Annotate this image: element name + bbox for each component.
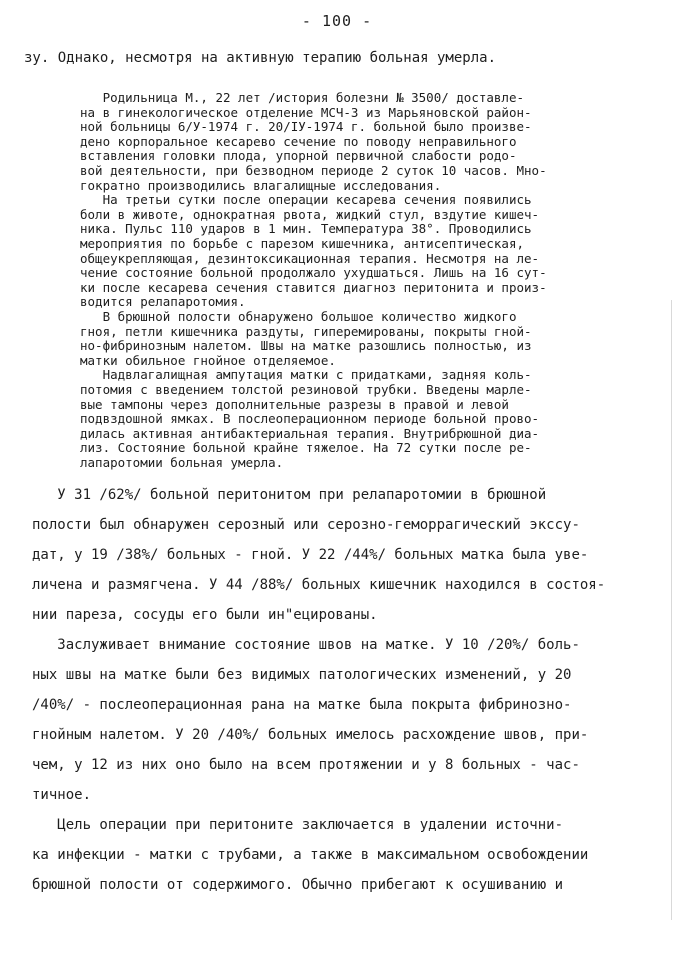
- case_report-line: ки после кесарева сечения ставится диагноз перитонита и произ-: [80, 279, 547, 295]
- body_text-line: брюшной полости от содержимого. Обычно прибегают к осушиванию и: [32, 877, 564, 893]
- case_report-line: ной больницы 6/У-1974 г. 20/IУ-1974 г. больной было произве-: [80, 119, 532, 135]
- continuation-line: зу. Однако, несмотря на активную терапию больная умерла.: [24, 50, 497, 66]
- case_report-line: Родильница М., 22 лет /история болезни № 3500/ доставле-: [80, 90, 525, 105]
- body_text-line: Заслуживает внимание состояние швов на матке. У 10 /20%/ боль-: [32, 637, 580, 653]
- body_text-line: гнойным налетом. У 20 /40%/ больных имелось расхождение швов, при-: [32, 727, 589, 743]
- case_report-line: водится релапаротомия.: [80, 294, 246, 310]
- body_text-line: ных швы на матке были без видимых патологических изменений, у 20: [32, 667, 572, 683]
- case_report-line: гократно производились влагалищные исследования.: [80, 177, 442, 193]
- case_report-line: общеукрепляющая, дезинтоксикационная терапия. Несмотря на ле-: [80, 250, 540, 266]
- body_text-line: дат, у 19 /38%/ больных - гной. У 22 /44%/ больных матка была уве-: [32, 547, 589, 563]
- case_report-line: матки обильное гнойное отделяемое.: [80, 352, 336, 368]
- case_report-line: лиз. Состояние больной крайне тяжелое. На 72 сутки после ре-: [80, 440, 532, 456]
- case_report-line: В брюшной полости обнаружено большое количество жидкого: [80, 309, 517, 324]
- body_text-line: ка инфекции - матки с трубами, а также в максимальном освобождении: [32, 847, 589, 863]
- body_text-line: Цель операции при перитоните заключается в удалении источни-: [32, 817, 564, 833]
- case_report-line: мероприятия по борьбе с парезом кишечника, антисептическая,: [80, 236, 525, 251]
- case_report-line: вой деятельности, при безводном периоде 2 суток 10 часов. Мно-: [80, 163, 547, 178]
- case_report-line: вставления головки плода, упорной первичной слабости родо-: [80, 148, 517, 164]
- case_report-line: гноя, петли кишечника раздуты, гиперемированы, покрыты гной-: [80, 323, 532, 339]
- body_text-line: /40%/ - послеоперационная рана на матке была покрыта фибринозно-: [32, 697, 572, 713]
- body_text-line: чем, у 12 из них оно было на всем протяжении и у 8 больных - час-: [32, 757, 580, 773]
- page-edge-shadow: [671, 300, 672, 920]
- case_report-line: потомия с введением толстой резиновой трубки. Введены марле-: [80, 382, 532, 397]
- body_text-line: тичное.: [32, 787, 92, 803]
- page-number: - 100 -: [301, 12, 373, 30]
- case_report-line: дилась активная антибактериальная терапия. Внутрибрюшной диа-: [80, 425, 540, 441]
- body_text-line: У 31 /62%/ больной перитонитом при релапаротомии в брюшной: [32, 487, 547, 503]
- case_report-line: лапаротомии больная умерла.: [80, 455, 284, 470]
- case_report-line: ника. Пульс 110 ударов в 1 мин. Температура 38°. Проводились: [80, 221, 532, 237]
- case_report-line: Надвлагалищная ампутация матки с придатками, задняя коль-: [80, 367, 532, 383]
- case_report-line: на в гинекологическое отделение МСЧ-3 из Марьяновской район-: [80, 104, 532, 120]
- body_text-line: личена и размягчена. У 44 /88%/ больных кишечник находился в состоя-: [32, 577, 606, 593]
- case_report-line: но-фибринозным налетом. Швы на матке разошлись полностью, из: [80, 338, 532, 354]
- case_report-line: дено корпоральное кесарево сечение по поводу неправильного: [80, 133, 517, 149]
- case_report-line: подвздошной ямках. В послеоперационном периоде больной прово-: [80, 411, 540, 427]
- body_text-line: нии пареза, сосуды его были ин"ецированы.: [32, 607, 378, 623]
- case_report-line: чение состояние больной продолжало ухудшаться. Лишь на 16 сут-: [80, 265, 547, 281]
- case_report-line: вые тампоны через дополнительные разрезы в правой и левой: [80, 396, 509, 412]
- case_report-line: боли в животе, однократная рвота, жидкий стул, вздутие кишеч-: [80, 206, 540, 222]
- body_text-line: полости был обнаружен серозный или серозно-геморрагический эксcу-: [32, 517, 580, 533]
- case_report-line: На третьи сутки после операции кесарева сечения появились: [80, 192, 532, 208]
